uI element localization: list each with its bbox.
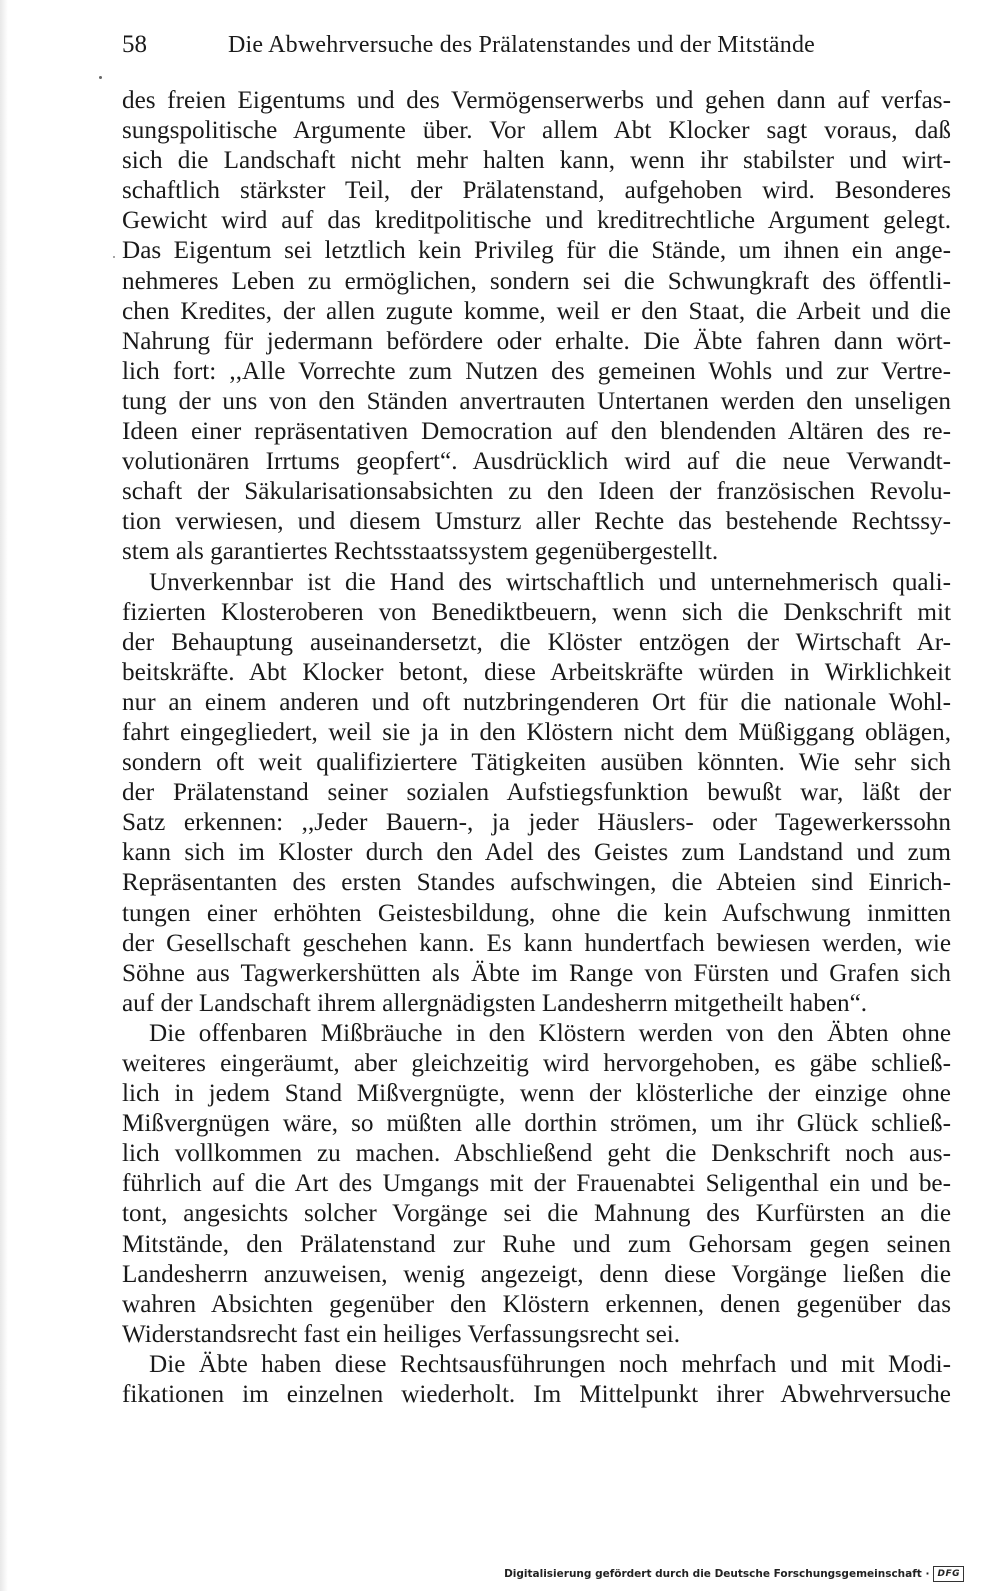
- text-line: kann sich im Kloster durch den Adel des Geistes zum Landstand und zum: [122, 839, 951, 867]
- text-line: Ideen einer repräsentativen Democration auf den blendenden Altären des re-: [122, 418, 951, 446]
- text-line: Das Eigentum sei letztlich kein Privileg für die Stände, um ihnen ein ange-: [122, 237, 951, 265]
- text-line: tungen einer erhöhten Geistesbildung, ohne die kein Aufschwung inmitten: [122, 899, 951, 927]
- text-line: tion verwiesen, und diesem Umsturz aller Rechte das bestehende Rechtssy-: [122, 508, 951, 536]
- text-line: weiteres eingeräumt, aber gleichzeitig wird hervorgehoben, es gäbe schließ-: [122, 1050, 951, 1077]
- text-line: sich die Landschaft nicht mehr halten kann, wenn ihr stabilster und wirt-: [122, 147, 951, 175]
- text-line: wahren Absichten gegenüber den Klöstern erkennen, denen gegenüber das: [122, 1290, 951, 1318]
- running-head: Die Abwehrversuche des Prälatenstandes und der Mitstände: [228, 32, 816, 58]
- text-line: nur an einem anderen und oft nutzbringenderen Ort für die nationale Wohl-: [122, 688, 951, 716]
- text-line: lich fort: ,,Alle Vorrechte zum Nutzen des gemeinen Wohls und zur Vertre-: [122, 357, 951, 385]
- text-line: stem als garantiertes Rechtsstaatssystem gegenübergestellt.: [122, 538, 719, 566]
- text-line: Die Äbte haben diese Rechtsausführungen noch mehrfach und mit Modi-: [149, 1350, 951, 1378]
- text-line: chen Kredites, der allen zugute komme, weil er den Staat, die Arbeit und die: [122, 297, 951, 325]
- text-line: Mitstände, den Prälatenstand zur Ruhe und zum Gehorsam gegen seinen: [122, 1230, 951, 1258]
- text-line: fahrt eingegliedert, weil sie ja in den Klöstern nicht dem Müßiggang oblägen,: [122, 718, 951, 746]
- text-line: tont, angesichts solcher Vorgänge sei die Mahnung des Kurfürsten an die: [122, 1200, 951, 1228]
- text-line: lich vollkommen zu machen. Abschließend geht die Denkschrift noch aus-: [122, 1140, 951, 1168]
- text-line: nehmeres Leben zu ermöglichen, sondern sei die Schwungkraft des öffentli-: [122, 267, 951, 295]
- scan-speck: [113, 256, 115, 258]
- text-line: Söhne aus Tagwerkershütten als Äbte im Range von Fürsten und Grafen sich: [122, 959, 951, 987]
- text-line: Nahrung für jedermann befördere oder erhalte. Die Äbte fahren dann wört-: [122, 327, 951, 355]
- scan-speck: [99, 76, 102, 79]
- footer-credit: [504, 1563, 964, 1585]
- paragraph: [122, 1019, 951, 1350]
- page-number: 58: [122, 31, 147, 58]
- text-line: Unverkennbar ist die Hand des wirtschaftlich und unternehmerisch quali-: [149, 568, 951, 596]
- text-line: sungspolitische Argumente über. Vor allem Abt Klocker sagt voraus, daß: [122, 117, 951, 145]
- scan-edge: [0, 0, 8, 1591]
- paragraph: [122, 1350, 951, 1410]
- text-line: schaftlich stärkster Teil, der Prälatenstand, aufgehoben wird. Besonderes: [122, 177, 951, 205]
- text-line: schaft der Säkularisationsabsichten zu den Ideen der französischen Revolu-: [122, 478, 951, 506]
- text-line: der Prälatenstand seiner sozialen Aufstiegsfunktion bewußt war, läßt der: [122, 779, 951, 807]
- text-line: des freien Eigentums und des Vermögenserwerbs und gehen dann auf verfas-: [122, 87, 951, 114]
- text-line: lich in jedem Stand Mißvergnügte, wenn der klösterliche der einzige ohne: [122, 1080, 951, 1108]
- text-line: Landesherrn anzuweisen, wenig angezeigt, denn diese Vorgänge ließen die: [122, 1260, 951, 1288]
- text-line: volutionären Irrtums geopfert“. Ausdrücklich wird auf die neue Verwandt-: [122, 448, 951, 476]
- text-line: Widerstandsrecht fast ein heiliges Verfassungsrecht sei.: [122, 1320, 681, 1348]
- text-line: Mißvergnügen wäre, so müßten alle dorthin strömen, um ihr Glück schließ-: [122, 1110, 951, 1138]
- text-line: führlich auf die Art des Umgangs mit der Frauenabtei Seligenthal ein und be-: [122, 1170, 951, 1198]
- text-line: Gewicht wird auf das kreditpolitische und kreditrechtliche Argument gelegt.: [122, 207, 951, 235]
- text-line: Die offenbaren Mißbräuche in den Klöstern werden von den Äbten ohne: [149, 1019, 951, 1047]
- text-line: sondern oft weit qualifiziertere Tätigkeiten ausüben könnten. Wie sehr sich: [122, 749, 951, 777]
- text-line: fikationen im einzelnen wiederholt. Im Mittelpunkt ihrer Abwehrversuche: [122, 1381, 951, 1409]
- text-line: auf der Landschaft ihrem allergnädigsten Landesherrn mitgetheilt haben“.: [122, 989, 868, 1017]
- text-line: fizierten Klosteroberen von Benediktbeuern, wenn sich die Denkschrift mit: [122, 598, 951, 626]
- paragraph: [122, 568, 951, 1019]
- paragraph: [122, 86, 951, 568]
- body-text: [122, 86, 951, 1410]
- text-line: beitskräfte. Abt Klocker betont, diese Arbeitskräfte würden in Wirklichkeit: [122, 658, 951, 686]
- text-line: der Gesellschaft geschehen kann. Es kann hundertfach bewiesen werden, wie: [122, 929, 951, 957]
- page-header: [122, 28, 942, 62]
- text-line: Repräsentanten des ersten Standes aufschwingen, die Abteien sind Einrich-: [122, 869, 951, 897]
- dfg-logo: DFG: [933, 1566, 964, 1582]
- footer-text: Digitalisierung gefördert durch die Deutsche Forschungsgemeinschaft ·: [504, 1568, 930, 1580]
- text-line: der Behauptung auseinandersetzt, die Klöster entzögen der Wirtschaft Ar-: [122, 628, 951, 656]
- text-line: Satz erkennen: ,,Jeder Bauern-, ja jeder Häuslers- oder Tagewerkerssohn: [122, 809, 951, 837]
- text-line: tung der uns von den Ständen anvertrauten Untertanen werden den unseligen: [122, 387, 951, 415]
